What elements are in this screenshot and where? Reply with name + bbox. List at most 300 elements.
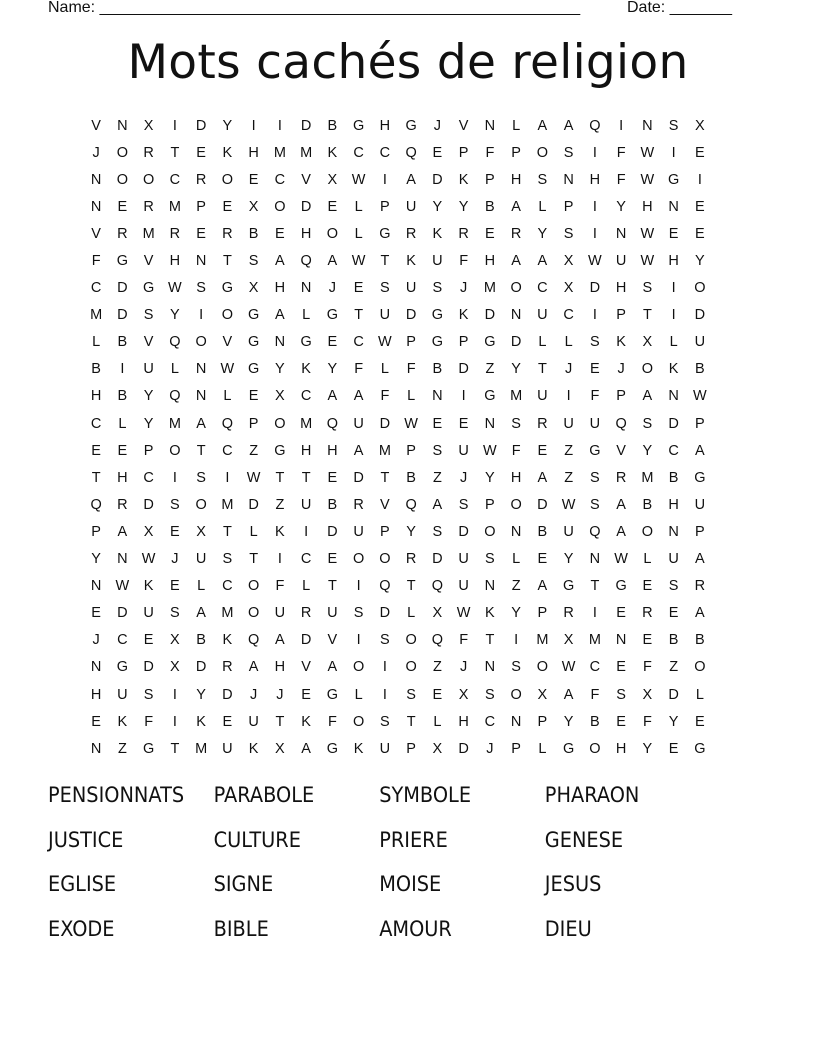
grid-letter: S (380, 280, 390, 297)
grid-letter: F (91, 253, 101, 270)
grid-letter: B (432, 361, 443, 378)
grid-letter: I (172, 117, 177, 134)
grid-letter: T (406, 713, 416, 730)
grid-letter: D (379, 605, 391, 622)
grid-letter: Y (695, 253, 705, 270)
grid-letter: E (327, 334, 338, 351)
grid-letter: L (92, 334, 101, 351)
grid-letter: Y (616, 198, 626, 215)
grid-letter: E (616, 605, 626, 622)
grid-letter: D (248, 496, 259, 513)
grid-letter: X (695, 117, 705, 134)
grid-letter: O (510, 686, 522, 703)
grid-letter: U (405, 280, 417, 297)
grid-letter: N (615, 632, 627, 649)
grid-letter: Y (642, 442, 653, 459)
grid-letter: P (406, 442, 416, 459)
grid-letter: N (195, 361, 207, 378)
grid-letter: H (615, 740, 627, 757)
grid-letter: E (590, 361, 600, 378)
grid-letter: T (222, 523, 232, 540)
grid-letter: D (117, 280, 128, 297)
grid-letter: A (537, 117, 548, 134)
grid-letter: D (510, 334, 522, 351)
grid-letter: P (563, 198, 574, 215)
grid-letter: L (354, 225, 363, 242)
grid-letter: O (352, 659, 365, 676)
grid-letter: I (120, 361, 125, 378)
grid-letter: M (378, 442, 391, 459)
grid-letter: I (592, 307, 597, 324)
grid-letter: C (222, 442, 233, 459)
grid-letter: X (642, 334, 653, 351)
grid-letter: W (640, 144, 655, 161)
grid-letter: L (433, 713, 442, 730)
grid-letter: H (327, 442, 338, 459)
grid-letter: E (196, 144, 206, 161)
grid-letter: J (92, 632, 100, 649)
grid-letter: F (590, 686, 600, 703)
grid-letter: H (510, 469, 522, 486)
grid-letter: O (195, 334, 207, 351)
grid-letter: F (590, 388, 600, 405)
grid-letter: S (196, 280, 206, 297)
grid-letter: X (458, 686, 469, 703)
grid-letter: E (170, 578, 180, 595)
grid-letter: R (563, 605, 574, 622)
grid-letter: Y (91, 551, 101, 568)
grid-letter: T (301, 469, 311, 486)
grid-letter: U (563, 415, 574, 432)
grid-letter: P (537, 713, 548, 730)
grid-letter: N (510, 307, 522, 324)
grid-letter: U (563, 523, 574, 540)
grid-letter: T (327, 578, 337, 595)
grid-letter: R (694, 578, 706, 595)
grid-letter: C (484, 713, 496, 730)
grid-letter: C (90, 415, 102, 432)
grid-letter: V (458, 117, 469, 134)
grid-letter: U (615, 253, 627, 270)
grid-letter: S (668, 578, 679, 595)
grid-letter: I (199, 307, 204, 324)
grid-letter: Y (511, 605, 521, 622)
grid-letter: S (380, 632, 390, 649)
grid-letter: D (353, 469, 364, 486)
grid-letter: K (301, 713, 311, 730)
grid-letter: I (671, 144, 676, 161)
grid-letter: G (142, 740, 155, 757)
grid-letter: J (460, 280, 468, 297)
grid-letter: C (379, 144, 391, 161)
grid-letter: S (196, 469, 206, 486)
grid-letter: S (668, 117, 679, 134)
grid-letter: I (671, 307, 676, 324)
grid-letter: V (301, 171, 311, 188)
grid-letter: X (563, 253, 574, 270)
word-list-item: JESUS (544, 872, 602, 896)
grid-letter: C (668, 442, 679, 459)
grid-letter: N (484, 659, 496, 676)
grid-letter: R (353, 496, 364, 513)
grid-letter: J (617, 361, 625, 378)
grid-letter: I (172, 469, 177, 486)
grid-letter: G (116, 659, 129, 676)
grid-letter: U (458, 578, 469, 595)
grid-letter: E (485, 225, 495, 242)
grid-letter: W (640, 253, 655, 270)
grid-letter: R (642, 605, 653, 622)
grid-letter: D (300, 632, 312, 649)
grid-letter: K (222, 144, 233, 161)
grid-letter: D (537, 496, 548, 513)
grid-letter: M (90, 307, 103, 324)
grid-letter: B (327, 117, 338, 134)
grid-letter: P (511, 144, 521, 161)
grid-letter: V (222, 334, 233, 351)
grid-letter: O (405, 632, 417, 649)
grid-letter: D (484, 307, 496, 324)
grid-letter: O (536, 659, 549, 676)
grid-letter: W (115, 578, 130, 595)
grid-letter: Z (564, 469, 574, 486)
grid-letter: G (694, 740, 706, 757)
page-title: Mots cachés de religion (127, 35, 689, 90)
grid-letter: B (248, 225, 259, 242)
grid-letter: E (91, 713, 101, 730)
grid-letter: H (668, 253, 679, 270)
grid-letter: P (196, 198, 206, 215)
grid-letter: D (458, 740, 469, 757)
grid-letter: L (564, 334, 573, 351)
grid-letter: I (172, 713, 177, 730)
grid-letter: F (511, 442, 521, 459)
grid-letter: N (195, 253, 207, 270)
grid-letter: O (694, 659, 706, 676)
grid-letter: K (458, 171, 469, 188)
grid-letter: W (640, 171, 655, 188)
grid-letter: M (536, 632, 549, 649)
grid-letter: C (274, 171, 286, 188)
grid-letter: X (143, 523, 154, 540)
grid-letter: L (354, 198, 363, 215)
grid-letter: U (458, 551, 469, 568)
grid-letter: G (300, 334, 312, 351)
grid-letter: H (668, 496, 679, 513)
grid-letter: Q (615, 415, 627, 432)
grid-letter: K (327, 144, 338, 161)
grid-letter: D (117, 307, 128, 324)
grid-letter: P (143, 442, 154, 459)
grid-letter: N (668, 198, 679, 215)
grid-letter: Y (222, 117, 233, 134)
grid-letter: Y (642, 740, 653, 757)
word-list-item: BIBLE (213, 916, 269, 941)
grid-letter: H (642, 198, 653, 215)
grid-letter: Q (589, 117, 601, 134)
grid-letter: S (642, 415, 653, 432)
grid-letter: T (91, 469, 101, 486)
grid-letter: A (511, 253, 521, 270)
grid-letter: N (484, 578, 496, 595)
grid-letter: E (432, 415, 443, 432)
grid-letter: F (459, 253, 469, 270)
grid-letter: N (90, 171, 102, 188)
grid-letter: G (352, 117, 365, 134)
grid-letter: T (485, 632, 495, 649)
grid-letter: P (406, 740, 416, 757)
grid-letter: P (248, 415, 259, 432)
grid-letter: X (327, 171, 338, 188)
grid-letter: L (380, 361, 389, 378)
grid-letter: K (432, 225, 443, 242)
grid-letter: R (458, 225, 469, 242)
grid-letter: Q (169, 388, 181, 405)
grid-letter: U (274, 605, 286, 622)
grid-letter: L (302, 307, 311, 324)
grid-letter: K (143, 578, 154, 595)
grid-letter: B (117, 334, 128, 351)
grid-letter: K (406, 253, 416, 270)
grid-letter: M (641, 469, 654, 486)
grid-letter: Y (563, 713, 574, 730)
grid-letter: K (248, 740, 259, 757)
grid-letter: T (196, 442, 206, 459)
grid-letter: T (170, 740, 180, 757)
grid-letter: U (668, 551, 679, 568)
grid-letter: L (302, 578, 311, 595)
grid-letter: A (616, 523, 626, 540)
grid-letter: C (222, 578, 233, 595)
grid-letter: L (223, 388, 232, 405)
grid-letter: V (327, 632, 338, 649)
grid-letter: G (615, 578, 627, 595)
grid-letter: E (301, 686, 311, 703)
grid-letter: U (537, 307, 548, 324)
grid-letter: B (117, 388, 128, 405)
grid-letter: M (168, 198, 181, 215)
grid-letter: E (222, 713, 233, 730)
grid-letter: W (220, 361, 235, 378)
grid-letter: T (406, 578, 416, 595)
grid-letter: G (247, 307, 260, 324)
grid-letter: O (247, 578, 260, 595)
grid-letter: U (353, 523, 364, 540)
grid-letter: D (327, 523, 338, 540)
grid-letter: O (484, 523, 496, 540)
grid-letter: X (563, 632, 574, 649)
grid-letter: E (695, 225, 705, 242)
grid-letter: V (301, 659, 311, 676)
grid-letter: D (222, 686, 233, 703)
word-list-item: MOISE (379, 872, 442, 896)
grid-letter: C (300, 388, 312, 405)
grid-letter: O (510, 280, 522, 297)
grid-letter: U (694, 496, 706, 513)
grid-letter: M (588, 632, 601, 649)
grid-letter: C (537, 280, 548, 297)
grid-letter: O (116, 144, 129, 161)
word-list-item: JUSTICE (48, 827, 124, 852)
grid-letter: Y (458, 198, 469, 215)
grid-letter: L (538, 740, 547, 757)
grid-letter: S (642, 280, 653, 297)
word-list (48, 777, 710, 955)
grid-letter: I (671, 280, 676, 297)
grid-letter: M (221, 605, 234, 622)
grid-letter: M (483, 280, 496, 297)
grid-letter: X (170, 659, 180, 676)
grid-letter: A (327, 388, 338, 405)
grid-letter: A (695, 442, 705, 459)
grid-letter: A (353, 388, 364, 405)
grid-letter: R (143, 144, 154, 161)
grid-letter: L (249, 523, 258, 540)
grid-letter: X (537, 686, 548, 703)
grid-letter: N (615, 225, 627, 242)
grid-letter: G (326, 686, 339, 703)
grid-letter: E (91, 442, 101, 459)
grid-letter: I (172, 686, 177, 703)
grid-letter: T (275, 469, 285, 486)
grid-letter: T (380, 253, 390, 270)
grid-letter: P (458, 334, 469, 351)
grid-letter: H (589, 171, 601, 188)
grid-letter: S (432, 280, 443, 297)
grid-letter: C (117, 632, 128, 649)
grid-letter: O (694, 280, 706, 297)
grid-letter: J (460, 469, 468, 486)
grid-letter: E (117, 442, 128, 459)
grid-letter: P (485, 496, 495, 513)
word-list-item: PRIERE (379, 827, 448, 852)
grid-letter: S (563, 144, 574, 161)
grid-letter: T (380, 469, 390, 486)
grid-letter: N (563, 171, 574, 188)
grid-letter: E (432, 144, 443, 161)
grid-letter: B (668, 632, 679, 649)
grid-letter: S (485, 551, 495, 568)
name-field-label: Name: ______________________________________________________ (48, 0, 581, 16)
grid-letter: X (432, 605, 443, 622)
grid-letter: G (326, 307, 339, 324)
grid-letter: D (458, 361, 469, 378)
grid-letter: Q (431, 632, 444, 649)
grid-letter: N (510, 523, 522, 540)
grid-letter: N (300, 280, 312, 297)
grid-letter: L (118, 415, 127, 432)
grid-letter: Q (405, 144, 417, 161)
grid-letter: W (561, 496, 576, 513)
grid-letter: K (616, 334, 626, 351)
grid-letter: R (222, 659, 233, 676)
grid-letter: E (642, 578, 653, 595)
grid-letter: T (170, 144, 180, 161)
grid-letter: D (117, 605, 128, 622)
grid-letter: W (693, 388, 707, 405)
grid-letter: R (537, 415, 548, 432)
grid-letter: H (458, 713, 469, 730)
grid-letter: M (195, 740, 208, 757)
grid-letter: N (510, 713, 522, 730)
word-list-item: EXODE (48, 916, 115, 941)
grid-letter: G (326, 740, 339, 757)
grid-letter: A (301, 740, 311, 757)
grid-letter: K (668, 361, 679, 378)
grid-letter: P (380, 523, 390, 540)
grid-letter: H (300, 225, 312, 242)
grid-letter: E (458, 415, 469, 432)
grid-letter: E (695, 713, 705, 730)
grid-letter: C (563, 307, 574, 324)
grid-letter: S (511, 659, 521, 676)
grid-letter: G (274, 442, 286, 459)
grid-letter: I (619, 117, 624, 134)
grid-letter: S (170, 496, 180, 513)
grid-letter: R (117, 496, 128, 513)
grid-letter: J (328, 280, 336, 297)
grid-letter: P (511, 740, 521, 757)
grid-letter: N (117, 551, 128, 568)
grid-letter: N (484, 117, 496, 134)
grid-letter: U (589, 415, 601, 432)
grid-letter: P (695, 523, 705, 540)
grid-letter: F (459, 632, 469, 649)
grid-letter: K (353, 740, 364, 757)
grid-letter: H (484, 253, 496, 270)
grid-letter: Y (511, 361, 521, 378)
grid-letter: H (274, 280, 286, 297)
grid-letter: N (589, 551, 601, 568)
grid-letter: V (91, 225, 101, 242)
word-list-item: SYMBOLE (379, 783, 472, 807)
grid-letter: I (592, 144, 597, 161)
grid-letter: J (92, 144, 100, 161)
grid-letter: E (196, 225, 206, 242)
grid-letter: L (695, 686, 704, 703)
grid-letter: E (117, 198, 128, 215)
grid-letter: E (170, 523, 180, 540)
grid-letter: Q (326, 415, 339, 432)
grid-letter: T (249, 551, 259, 568)
grid-letter: B (91, 361, 101, 378)
grid-letter: C (169, 171, 181, 188)
grid-letter: G (562, 740, 575, 757)
grid-letter: W (168, 280, 182, 297)
grid-letter: Q (379, 578, 391, 595)
grid-letter: K (222, 632, 233, 649)
grid-letter: M (273, 144, 286, 161)
grid-letter: R (143, 198, 154, 215)
grid-letter: O (221, 171, 234, 188)
letter-grid (83, 112, 733, 762)
grid-letter: E (537, 442, 548, 459)
word-list-item: PARABOLE (213, 783, 315, 807)
grid-letter: Y (537, 225, 548, 242)
grid-letter: M (300, 144, 313, 161)
grid-letter: F (642, 713, 652, 730)
grid-letter: K (485, 605, 495, 622)
grid-letter: I (356, 578, 361, 595)
grid-letter: Y (143, 388, 154, 405)
grid-letter: O (536, 144, 549, 161)
grid-letter: S (590, 334, 600, 351)
grid-letter: E (248, 388, 259, 405)
grid-letter: E (537, 551, 548, 568)
grid-letter: X (248, 280, 259, 297)
grid-letter: E (616, 659, 626, 676)
grid-letter: Q (431, 578, 444, 595)
